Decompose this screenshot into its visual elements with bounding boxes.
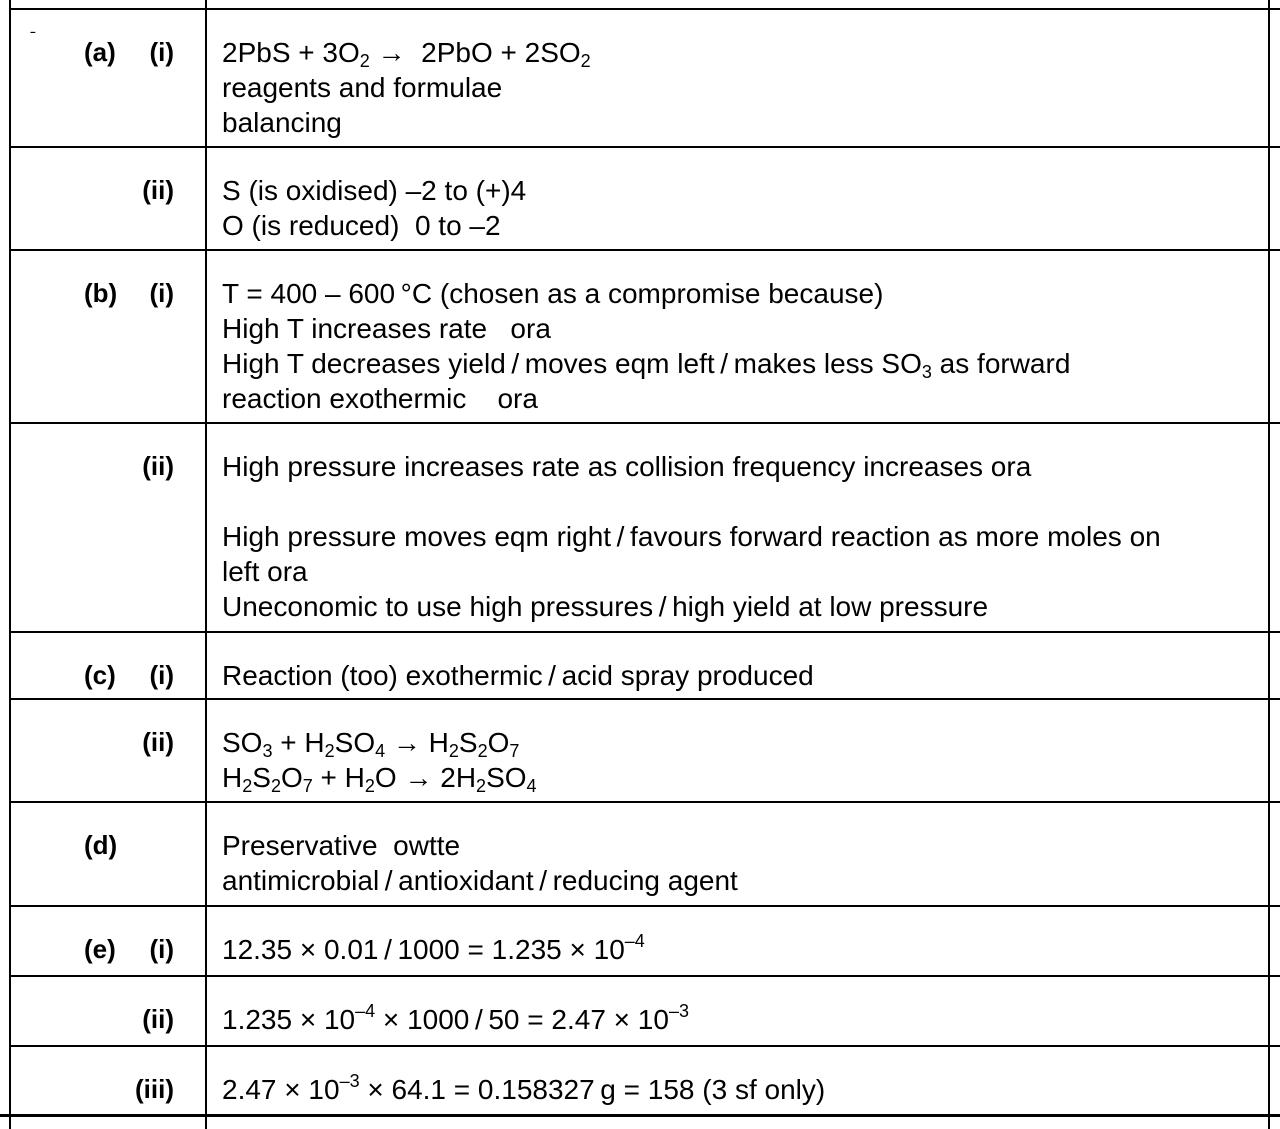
question-subpart-label: (i) (149, 934, 174, 964)
text-run: balancing (222, 107, 342, 138)
answer-text (222, 173, 1250, 243)
text-run: T = 400 – 600 °C (chosen as a compromise because) (222, 278, 884, 309)
answer-line (222, 311, 1250, 346)
text-run: + H (312, 762, 365, 793)
answer-line (222, 381, 1250, 416)
text-run: left ora (222, 556, 308, 587)
text-run: High pressure moves eqm right / favours forward reaction as more moles on (222, 521, 1161, 552)
text-run: × 64.1 = 0.158327 g = 158 (3 sf only) (359, 1074, 826, 1105)
subscript: 2 (359, 51, 370, 71)
text-run: O (280, 762, 303, 793)
question-subpart-label: (i) (149, 278, 174, 308)
text-run: 1.235 × 10 (222, 1004, 356, 1035)
question-subpart-label: (ii) (142, 727, 174, 757)
table-right-border (1268, 0, 1270, 1129)
question-part-label: (e) (84, 934, 116, 964)
stray-mark: ˉ (30, 28, 36, 48)
answer-text (222, 1002, 1250, 1037)
answer-line (222, 346, 1250, 381)
answer-text (222, 658, 1250, 693)
answer-line (222, 554, 1250, 589)
answer-text (222, 276, 1250, 416)
answer-line (222, 725, 1250, 760)
subscript: 4 (526, 776, 537, 796)
text-run: High T increases rate ora (222, 313, 551, 344)
answer-line (222, 863, 1250, 898)
superscript: –4 (355, 1001, 376, 1021)
question-subpart-label: (ii) (142, 175, 174, 205)
row-divider (9, 146, 1280, 148)
row-divider (9, 975, 1280, 977)
answer-text (222, 725, 1250, 795)
answer-line (222, 70, 1250, 105)
subscript: 7 (509, 741, 520, 761)
answer-text (222, 828, 1250, 898)
row-divider (9, 801, 1280, 803)
text-run: as forward (931, 348, 1071, 379)
row-divider (9, 249, 1280, 251)
question-subpart-label: (ii) (142, 451, 174, 481)
answer-line (222, 173, 1250, 208)
answer-text (222, 932, 1250, 967)
subscript: 2 (364, 776, 375, 796)
superscript: –4 (624, 931, 645, 951)
subscript: 3 (921, 362, 932, 382)
answer-line (222, 484, 1250, 519)
question-subpart-label: (i) (149, 37, 174, 67)
text-run: High T decreases yield / moves eqm left / makes less SO (222, 348, 922, 379)
answer-line (222, 208, 1250, 243)
answer-text (222, 449, 1250, 624)
text-run: S (is oxidised) –2 to (+)4 (222, 175, 527, 206)
row-divider (9, 422, 1280, 424)
text-run: → 2PbO + 2SO (369, 37, 581, 68)
table-column-divider (205, 0, 207, 1129)
text-run: High pressure increases rate as collision frequency increases ora (222, 451, 1032, 482)
answer-line (222, 932, 1250, 967)
text-run: O (is reduced) 0 to –2 (222, 210, 501, 241)
subscript: 2 (242, 776, 253, 796)
text-run: S (458, 727, 478, 758)
subscript: 3 (262, 741, 273, 761)
subscript: 7 (302, 776, 313, 796)
question-part-label: (c) (84, 660, 116, 690)
question-subpart-label: (ii) (142, 1004, 174, 1034)
text-run: Preservative owtte (222, 830, 461, 861)
answer-line (222, 449, 1250, 484)
answer-line (222, 105, 1250, 140)
table-bottom-border (0, 1114, 1280, 1117)
answer-line (222, 760, 1250, 795)
superscript: –3 (339, 1071, 360, 1091)
text-run: SO (334, 727, 376, 758)
row-divider (9, 631, 1280, 633)
text-run: 2.47 × 10 (222, 1074, 340, 1105)
text-run: + H (272, 727, 325, 758)
subscript: 2 (448, 741, 459, 761)
text-run: H (222, 762, 243, 793)
table-top-border (9, 8, 1280, 10)
answer-line (222, 519, 1250, 554)
table-left-border (9, 0, 11, 1129)
text-run: S (252, 762, 271, 793)
subscript: 2 (324, 741, 335, 761)
row-divider (9, 698, 1280, 700)
answer-line (222, 589, 1250, 624)
text-run: 2PbS + 3O (222, 37, 360, 68)
question-part-label: (a) (84, 37, 116, 67)
text-run: Reaction (too) exothermic / acid spray produced (222, 660, 814, 691)
answer-line (222, 1002, 1250, 1037)
row-divider (9, 905, 1280, 907)
text-run: antimicrobial / antioxidant / reducing agent (222, 865, 738, 896)
text-run: reaction exothermic ora (222, 383, 538, 414)
row-divider (9, 1045, 1280, 1047)
answer-line (222, 828, 1250, 863)
text-run: O (487, 727, 510, 758)
subscript: 2 (270, 776, 281, 796)
subscript: 2 (476, 776, 487, 796)
text-run: O → 2H (374, 762, 477, 793)
question-part-label: (d) (84, 830, 118, 860)
text-run: reagents and formulae (222, 72, 503, 103)
answer-text (222, 35, 1250, 140)
text-run: × 1000 / 50 = 2.47 × 10 (375, 1004, 669, 1035)
answer-line (222, 658, 1250, 693)
subscript: 2 (580, 51, 591, 71)
question-subpart-label: (i) (149, 660, 174, 690)
answer-text (222, 1072, 1250, 1107)
answer-line (222, 1072, 1250, 1107)
answer-line (222, 35, 1250, 70)
answer-line (222, 276, 1250, 311)
question-part-label: (b) (84, 278, 118, 308)
text-run: SO (486, 762, 527, 793)
superscript: –3 (668, 1001, 689, 1021)
subscript: 4 (375, 741, 386, 761)
text-run: → H (385, 727, 449, 758)
text-run: Uneconomic to use high pressures / high yield at low pressure (222, 591, 989, 622)
text-run: SO (222, 727, 263, 758)
question-subpart-label: (iii) (135, 1074, 174, 1104)
subscript: 2 (477, 741, 488, 761)
text-run: 12.35 × 0.01 / 1000 = 1.235 × 10 (222, 934, 625, 965)
